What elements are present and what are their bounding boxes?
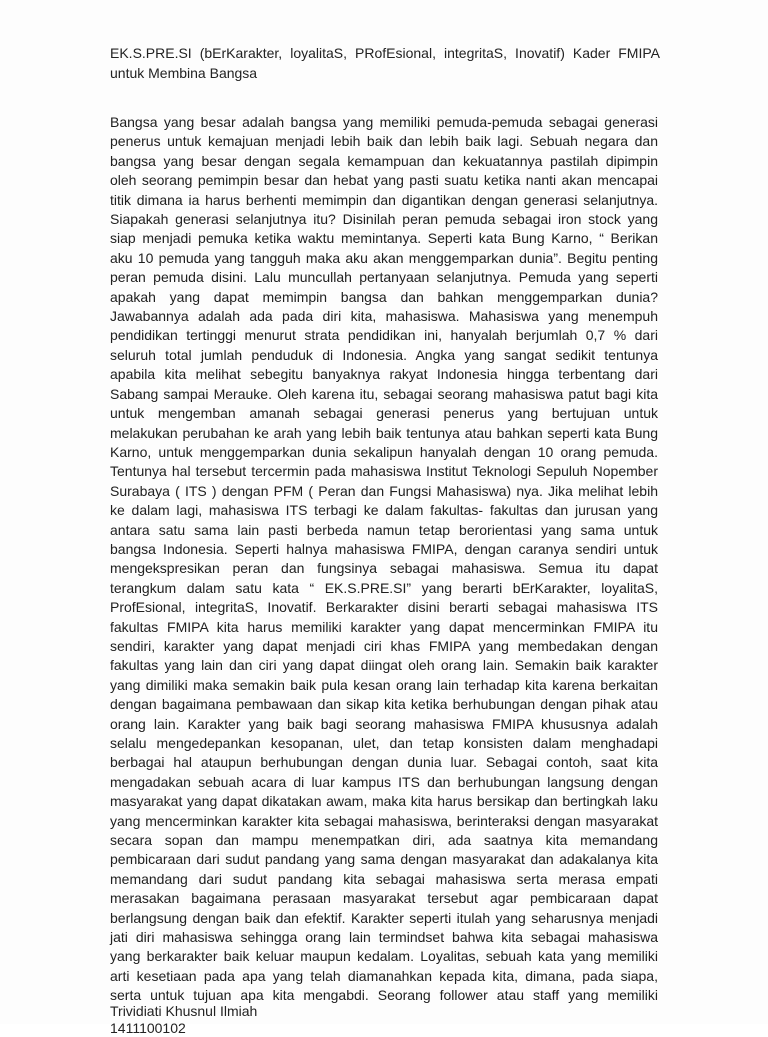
body-line: selalu mengedepankan kesopanan, ulet, dan tetap konsisten dalam menghadapi xyxy=(110,735,658,751)
body-line: berbagai hal ataupun berhubungan dengan dunia luar. Sebagai contoh, saat kita xyxy=(110,754,658,771)
document-body xyxy=(110,113,658,1006)
body-line: untuk mengemban amanah sebagai generasi penerus yang bertujuan untuk xyxy=(110,405,658,422)
body-line: masyarakat yang dapat dikatakan awam, maka kita harus bersikap dan bertingkah laku xyxy=(110,793,658,810)
body-line: jati diri mahasiswa sehingga orang lain termindset bahwa kita sebagai mahasiswa xyxy=(110,929,658,946)
body-line: memandang dari sudut pandang kita sebagai mahasiswa serta merasa empati xyxy=(110,870,658,887)
body-line: mengekspresikan peran dan fungsinya sebagai mahasiswa. Semua itu dapat xyxy=(110,560,658,577)
body-line: arti kesetiaan pada apa yang telah diamanahkan kepada kita, dimana, pada siapa, xyxy=(110,967,658,984)
body-line: ke dalam lagi, mahasiswa ITS terbagi ke dalam fakultas- fakultas dan jurusan yang xyxy=(110,502,658,519)
body-line: titik dimana ia harus berhenti memimpin dan digantikan dengan generasi selanjutnya. xyxy=(110,191,658,208)
body-line: bangsa Indonesia. Seperti halnya mahasiswa FMIPA, dengan caranya sendiri untuk xyxy=(110,540,658,557)
body-line: oleh seorang pemimpin besar dan hebat yang pasti suatu ketika nanti akan mencapai xyxy=(110,172,658,189)
body-line: yang berkarakter baik keluar maupun kedalam. Loyalitas, sebuah kata yang memiliki xyxy=(110,948,658,965)
body-line: Surabaya ( ITS ) dengan PFM ( Peran dan Fungsi Mahasiswa) nya. Jika melihat lebih xyxy=(110,482,658,499)
body-line: secara sopan dan mampu menempatkan diri, ada saatnya kita memandang xyxy=(110,832,658,849)
body-line: penerus untuk kemajuan menjadi lebih baik dan lebih baik lagi. Sebuah negara dan xyxy=(110,133,658,150)
body-line: siap menjadi pemuka ketika waktu memintanya. Seperti kata Bung Karno, “ Berikan xyxy=(110,230,658,247)
body-line: ProfEsional, integritaS, Inovatif. Berkarakter disini berarti sebagai mahasiswa ITS xyxy=(110,599,658,616)
body-line: Tentunya hal tersebut tercermin pada mahasiswa Institut Teknologi Sepuluh Nopember xyxy=(110,463,658,480)
body-line: Jawabannya adalah ada pada diri kita, mahasiswa. Mahasiswa yang menempuh xyxy=(110,308,658,325)
body-line: yang mencerminkan karakter kita sebagai mahasiswa, berinteraksi dengan masyarakat xyxy=(110,812,658,829)
body-line: berlangsung dengan baik dan efektif. Karakter seperti itulah yang seharusnya menjadi xyxy=(110,909,658,926)
body-line: melakukan perubahan ke arah yang lebih baik tentunya atau bahkan seperti kata Bung xyxy=(110,424,658,441)
body-line: bangsa yang besar dengan segala kemampuan dan kekuatannya pastilah dipimpin xyxy=(110,152,658,169)
body-line: pembicaraan dari sudut pandang yang sama dengan masyarakat dan adakalanya kita xyxy=(110,851,658,868)
body-line: Bangsa yang besar adalah bangsa yang memiliki pemuda-pemuda sebagai generasi xyxy=(110,114,658,130)
body-line: Siapakah generasi selanjutnya itu? Disinilah peran pemuda sebagai iron stock yang xyxy=(110,211,658,228)
body-line: antara satu sama lain pasti berbeda namun tetap berorientasi yang sama untuk xyxy=(110,521,658,538)
body-line: seluruh total jumlah penduduk di Indonesia. Angka yang sangat sedikit tentunya xyxy=(110,346,658,363)
body-line: dengan bagaimana pembawaan dan sikap kita ketika berhubungan dengan pihak atau xyxy=(110,696,658,713)
body-line: pendidikan tertinggi menurut strata pendidikan ini, hanyalah berjumlah 0,7 % dari xyxy=(110,327,658,344)
body-line: sendiri, karakter yang dapat menjadi ciri khas FMIPA yang membedakan dengan xyxy=(110,637,658,654)
student-id: 1411100102 xyxy=(110,1020,186,1036)
body-line: terangkum dalam satu kata “ EK.S.PRE.SI” yang berarti bErKarakter, loyalitaS, xyxy=(110,579,658,596)
body-line: fakultas FMIPA kita harus memiliki karakter yang dapat mencerminkan FMIPA itu xyxy=(110,618,658,635)
body-line: yang dimiliki maka semakin baik pula kesan orang lain terhadap kita karena berkaitan xyxy=(110,676,658,693)
author-name: Trividiati Khusnul Ilmiah xyxy=(110,1003,258,1019)
body-line: Sabang sampai Merauke. Oleh karena itu, sebagai seorang mahasiswa patut bagi kita xyxy=(110,385,658,402)
body-line: fakultas yang lain dan ciri yang dapat diingat oleh orang lain. Semakin baik karakter xyxy=(110,657,658,674)
body-line: orang lain. Karakter yang baik bagi seorang mahasiswa FMIPA khususnya adalah xyxy=(110,715,658,732)
body-line: Karno, untuk menggemparkan dunia sekalipun hanyalah dengan 10 orang pemuda. xyxy=(110,443,658,460)
body-line: merasakan bagaimana perasaan masyarakat tersebut agar pembicaraan dapat xyxy=(110,890,658,907)
document-title: EK.S.PRE.SI (bErKarakter, loyalitaS, PRofEsional, integritaS, Inovatif) Kader FMIPA untuk Membina Bangsa xyxy=(110,45,660,81)
body-line: serta untuk tujuan apa kita mengabdi. Seorang follower atau staff yang memiliki xyxy=(110,987,658,1004)
body-line: peran pemuda disini. Lalu muncullah pertanyaan selanjutnya. Pemuda yang seperti xyxy=(110,269,658,286)
body-line: aku 10 pemuda yang tangguh maka aku akan menggemparkan dunia”. Begitu penting xyxy=(110,249,658,266)
body-line: apakah yang dapat memimpin bangsa dan bahkan menggemparkan dunia? xyxy=(110,288,658,305)
body-line: apabila kita melihat sebegitu banyaknya rakyat Indonesia hingga terbentang dari xyxy=(110,366,658,383)
body-line: mengadakan sebuah acara di luar kampus ITS dan berhubungan langsung dengan xyxy=(110,773,658,790)
